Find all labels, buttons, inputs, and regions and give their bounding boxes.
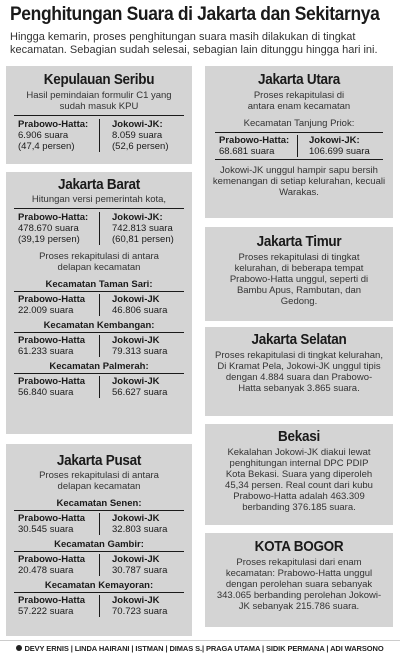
left-cell bbox=[18, 294, 85, 316]
vote-count: 742.813 suara bbox=[112, 223, 173, 234]
column-divider bbox=[99, 119, 100, 152]
left-cell bbox=[18, 554, 85, 576]
candidate-label: Jokowi-JK bbox=[112, 554, 160, 565]
right-cell bbox=[112, 212, 174, 245]
vote-percent: (52,6 persen) bbox=[112, 141, 169, 152]
card-title: Kepulauan Seribu bbox=[43, 71, 155, 88]
district-name: Kecamatan Kemayoran: bbox=[44, 580, 154, 591]
district-result-row bbox=[14, 374, 184, 400]
vote-count: 478.670 suara bbox=[18, 223, 79, 234]
vote-count: 30.787 suara bbox=[112, 565, 168, 576]
candidate-label: Prabowo-Hatta bbox=[18, 595, 86, 606]
candidate-label: Prabowo-Hatta bbox=[18, 554, 86, 565]
candidate-label: Prabowo-Hatta bbox=[18, 294, 86, 305]
card-description-secondary: Proses rekapitulasi di antara delapan kecamatan bbox=[39, 251, 159, 273]
vote-count: 8.059 suara bbox=[112, 130, 163, 141]
district-result-row bbox=[14, 292, 184, 318]
card-description: Proses rekapitulasi di tingkat kelurahan, di beberapa tempat Prabowo-Hatta unggul, seperti di Bambu Apus, Rambutan, dan Gedong. bbox=[229, 252, 369, 307]
right-cell bbox=[112, 119, 169, 152]
candidate-label: Jokowi-JK bbox=[112, 335, 160, 346]
vote-count: 79.313 suara bbox=[112, 346, 168, 357]
result-row bbox=[14, 209, 184, 247]
right-cell bbox=[112, 294, 167, 316]
card-jakarta-barat bbox=[6, 172, 192, 434]
left-cell bbox=[219, 135, 289, 157]
column-divider bbox=[99, 554, 100, 576]
district-name: Kecamatan Kembangan: bbox=[43, 320, 155, 331]
right-cell bbox=[112, 335, 167, 357]
column-divider bbox=[99, 376, 100, 398]
credits-text: DEVY ERNIS | LINDA HAIRANI | ISTMAN | DIMAS S.| PRAGA UTAMA | SIDIK PERMANA | ADI WARSONO bbox=[24, 644, 384, 653]
right-cell bbox=[112, 595, 167, 617]
card-title: KOTA BOGOR bbox=[254, 538, 344, 555]
candidate-label: Prabowo-Hatta: bbox=[18, 119, 89, 130]
vote-count: 22.009 suara bbox=[18, 305, 74, 316]
left-cell bbox=[18, 212, 88, 245]
candidate-label: Prabowo-Hatta bbox=[18, 376, 86, 387]
right-cell bbox=[309, 135, 370, 157]
divider bbox=[215, 159, 383, 160]
district-result-row bbox=[14, 552, 184, 578]
card-kota-bogor bbox=[205, 533, 393, 627]
left-cell bbox=[18, 595, 85, 617]
left-cell bbox=[18, 513, 85, 535]
vote-count: 30.545 suara bbox=[18, 524, 74, 535]
column-divider bbox=[99, 513, 100, 535]
credits-footer bbox=[0, 640, 400, 654]
vote-percent: (39,19 persen) bbox=[18, 234, 80, 245]
column-divider bbox=[297, 135, 298, 157]
card-jakarta-pusat bbox=[6, 444, 192, 636]
card-description: Hitungan versi pemerintah kota, bbox=[31, 194, 167, 205]
vote-count: 68.681 suara bbox=[219, 146, 275, 157]
column-divider bbox=[99, 595, 100, 617]
card-description: Proses rekapitulasi dari enam kecamatan: Prabowo-Hatta unggul dengan perolehan suara sebanyak 343.065 berbanding perolehan Jokowi-JK sebanyak 215.786 suara. bbox=[216, 557, 382, 612]
card-title: Jakarta Utara bbox=[257, 71, 341, 88]
candidate-label: Jokowi-JK bbox=[112, 513, 160, 524]
vote-count: 56.627 suara bbox=[112, 387, 168, 398]
candidate-label: Prabowo-Hatta: bbox=[219, 135, 290, 146]
candidate-label: Jokowi-JK: bbox=[309, 135, 360, 146]
right-cell bbox=[112, 513, 167, 535]
bullet-icon bbox=[16, 645, 22, 651]
candidate-label: Prabowo-Hatta: bbox=[18, 212, 89, 223]
card-title: Bekasi bbox=[278, 428, 320, 445]
district-name: Kecamatan Palmerah: bbox=[49, 361, 149, 372]
result-row bbox=[215, 133, 383, 159]
page-title: Penghitungan Suara di Jakarta dan Sekitarnya bbox=[10, 4, 380, 25]
vote-count: 32.803 suara bbox=[112, 524, 168, 535]
card-description: Hasil pemindaian formulir C1 yang sudah masuk KPU bbox=[26, 90, 172, 112]
intro-text: Hingga kemarin, proses penghitungan suara masih dilakukan di tingkat kecamatan. Sebagian sudah selesai, sebagian lain ditunggu hingga hari ini. bbox=[10, 31, 378, 56]
card-jakarta-utara bbox=[205, 66, 393, 218]
card-description: Kekalahan Jokowi-JK diakui lewat penghitungan internal DPC PDIP Kota Bekasi. Suara yang diperoleh 45,34 persen. Real count dari kubu Prabowo-Hatta adalah 463.309 berbanding 376.185 suara. bbox=[225, 447, 373, 513]
candidate-label: Jokowi-JK: bbox=[112, 212, 163, 223]
vote-count: 20.478 suara bbox=[18, 565, 74, 576]
vote-count: 46.806 suara bbox=[112, 305, 168, 316]
card-description: Proses rekapitulasi di antara enam kecamatan bbox=[247, 90, 351, 112]
district-result-row bbox=[14, 333, 184, 359]
column-divider bbox=[99, 212, 100, 245]
right-cell bbox=[112, 554, 167, 576]
district-name: Kecamatan Tanjung Priok: bbox=[243, 118, 355, 129]
left-cell bbox=[18, 376, 85, 398]
card-jakarta-timur bbox=[205, 227, 393, 321]
card-note: Jokowi-JK unggul hampir sapu bersih kemenangan di setiap kelurahan, kecuali Warakas. bbox=[212, 165, 386, 198]
right-cell bbox=[112, 376, 167, 398]
district-result-row bbox=[14, 593, 184, 619]
vote-count: 57.222 suara bbox=[18, 606, 74, 617]
candidate-label: Jokowi-JK bbox=[112, 294, 160, 305]
vote-percent: (60,81 persen) bbox=[112, 234, 174, 245]
vote-count: 56.840 suara bbox=[18, 387, 74, 398]
card-description: Proses rekapitulasi di antara delapan kecamatan bbox=[39, 470, 159, 492]
district-name: Kecamatan Gambir: bbox=[54, 539, 144, 550]
card-jakarta-selatan bbox=[205, 327, 393, 416]
card-title: Jakarta Selatan bbox=[251, 331, 347, 348]
left-cell bbox=[18, 335, 85, 357]
candidate-label: Jokowi-JK bbox=[112, 376, 160, 387]
vote-count: 70.723 suara bbox=[112, 606, 168, 617]
card-title: Jakarta Pusat bbox=[56, 452, 142, 469]
vote-count: 61.233 suara bbox=[18, 346, 74, 357]
left-cell bbox=[18, 119, 88, 152]
district-result-row bbox=[14, 511, 184, 537]
candidate-label: Jokowi-JK bbox=[112, 595, 160, 606]
column-divider bbox=[99, 294, 100, 316]
district-name: Kecamatan Taman Sari: bbox=[45, 279, 153, 290]
result-row bbox=[14, 116, 184, 154]
card-kepulauan-seribu bbox=[6, 66, 192, 164]
district-name: Kecamatan Senen: bbox=[56, 498, 142, 509]
vote-percent: (47,4 persen) bbox=[18, 141, 75, 152]
candidate-label: Jokowi-JK: bbox=[112, 119, 163, 130]
vote-count: 6.906 suara bbox=[18, 130, 69, 141]
card-title: Jakarta Timur bbox=[256, 233, 342, 250]
card-title: Jakarta Barat bbox=[57, 176, 141, 193]
card-description: Proses rekapitulasi di tingkat kelurahan, Di Kramat Pela, Jokowi-JK unggul tipis dengan 4.884 suara dan Prabowo-Hatta sebanyak 3.865 suara. bbox=[215, 350, 383, 394]
candidate-label: Prabowo-Hatta bbox=[18, 335, 86, 346]
card-bekasi bbox=[205, 424, 393, 525]
column-divider bbox=[99, 335, 100, 357]
candidate-label: Prabowo-Hatta bbox=[18, 513, 86, 524]
vote-count: 106.699 suara bbox=[309, 146, 370, 157]
